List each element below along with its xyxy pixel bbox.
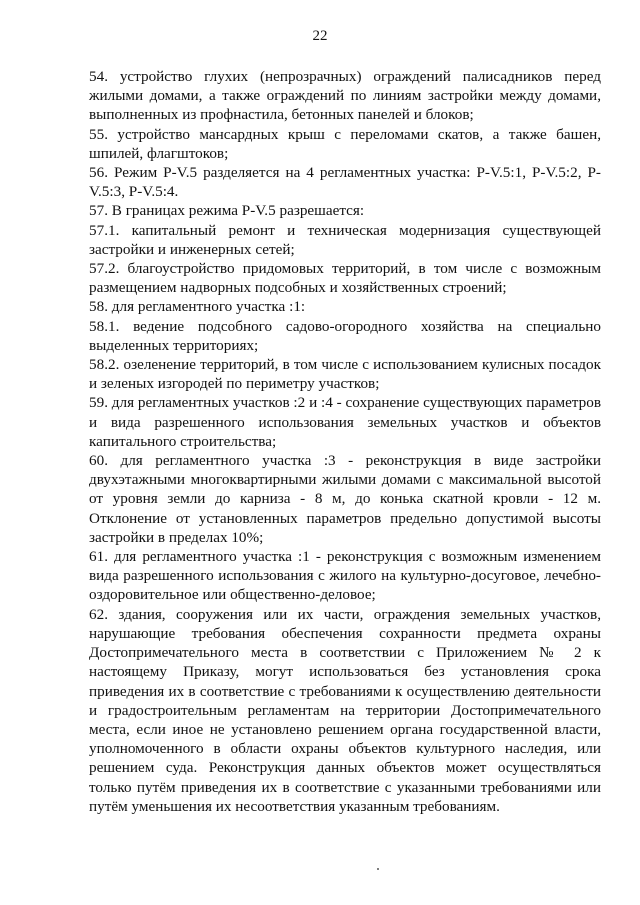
scan-speck xyxy=(377,868,379,870)
paragraph-60: 60. для регламентного участка :3 - реконструкция в виде застройки двухэтажными многоквартирными жилыми домами с максимальной высотой от уровня земли до карниза - 8 м, до конька скатной кровли - 12 м. Отклонение от установленных параметров предельно допустимой высоты застройки в пределах 10%; xyxy=(89,452,601,546)
paragraph-55: 55. устройство мансардных крыш с переломами скатов, а также башен, шпилей, флагштоков; xyxy=(89,125,601,162)
paragraph-62: 62. здания, сооружения или их части, ограждения земельных участков, нарушающие требования обеспечения сохранности предмета охраны Достопримечательного места в соответствии с Приложением № 2 к настоящему Приказу, могут использоваться без установления срока приведения их в соответствие с требованиями к осуществлению деятельности и градостроительным регламентам на территории Достопримечательного места, если иное не установлено решением органа государственной власти, уполномоченного в области охраны объектов культурного наследия, или решением суда. Реконструкция данных объектов может осуществляться только путём приведения их в соответствие с указанными требованиями или путём уменьшения их несоответствия указанным требованиям. xyxy=(89,605,601,815)
paragraph-59: 59. для регламентных участков :2 и :4 - сохранение существующих параметров и вида разрешенного использования земельных участков и объектов капитального строительства; xyxy=(89,394,601,450)
paragraph-58: 58. для регламентного участка :1: xyxy=(89,298,306,316)
paragraph-54: 54. устройство глухих (непрозрачных) ограждений палисадников перед жилыми домами, а также ограждений по линиям застройки между домами, выполненных из профнастила, бетонных панелей и блоков; xyxy=(89,68,601,124)
paragraph-61: 61. для регламентного участка :1 - реконструкция с возможным изменением вида разрешенного использования с жилого на культурно-досуговое, лечебно-оздоровительное или общественно-деловое; xyxy=(89,548,601,604)
paragraph-58-2: 58.2. озеленение территорий, в том числе с использованием кулисных посадок и зеленых изгородей по периметру участков; xyxy=(89,356,601,393)
paragraph-57: 57. В границах режима Р-V.5 разрешается: xyxy=(89,202,365,220)
page-number: 22 xyxy=(312,28,328,44)
paragraph-57-1: 57.1. капитальный ремонт и техническая модернизация существующей застройки и инженерных сетей; xyxy=(89,221,601,258)
paragraph-56: 56. Режим Р-V.5 разделяется на 4 регламентных участка: Р-V.5:1, Р-V.5:2, Р-V.5:3, Р-V.5:4. xyxy=(89,164,601,201)
paragraph-58-1: 58.1. ведение подсобного садово-огородного хозяйства на специально выделенных территориях; xyxy=(89,317,601,354)
paragraph-57-2: 57.2. благоустройство придомовых территорий, в том числе с возможным размещением надворных подсобных и хозяйственных строений; xyxy=(89,260,601,297)
document-body xyxy=(89,67,601,816)
